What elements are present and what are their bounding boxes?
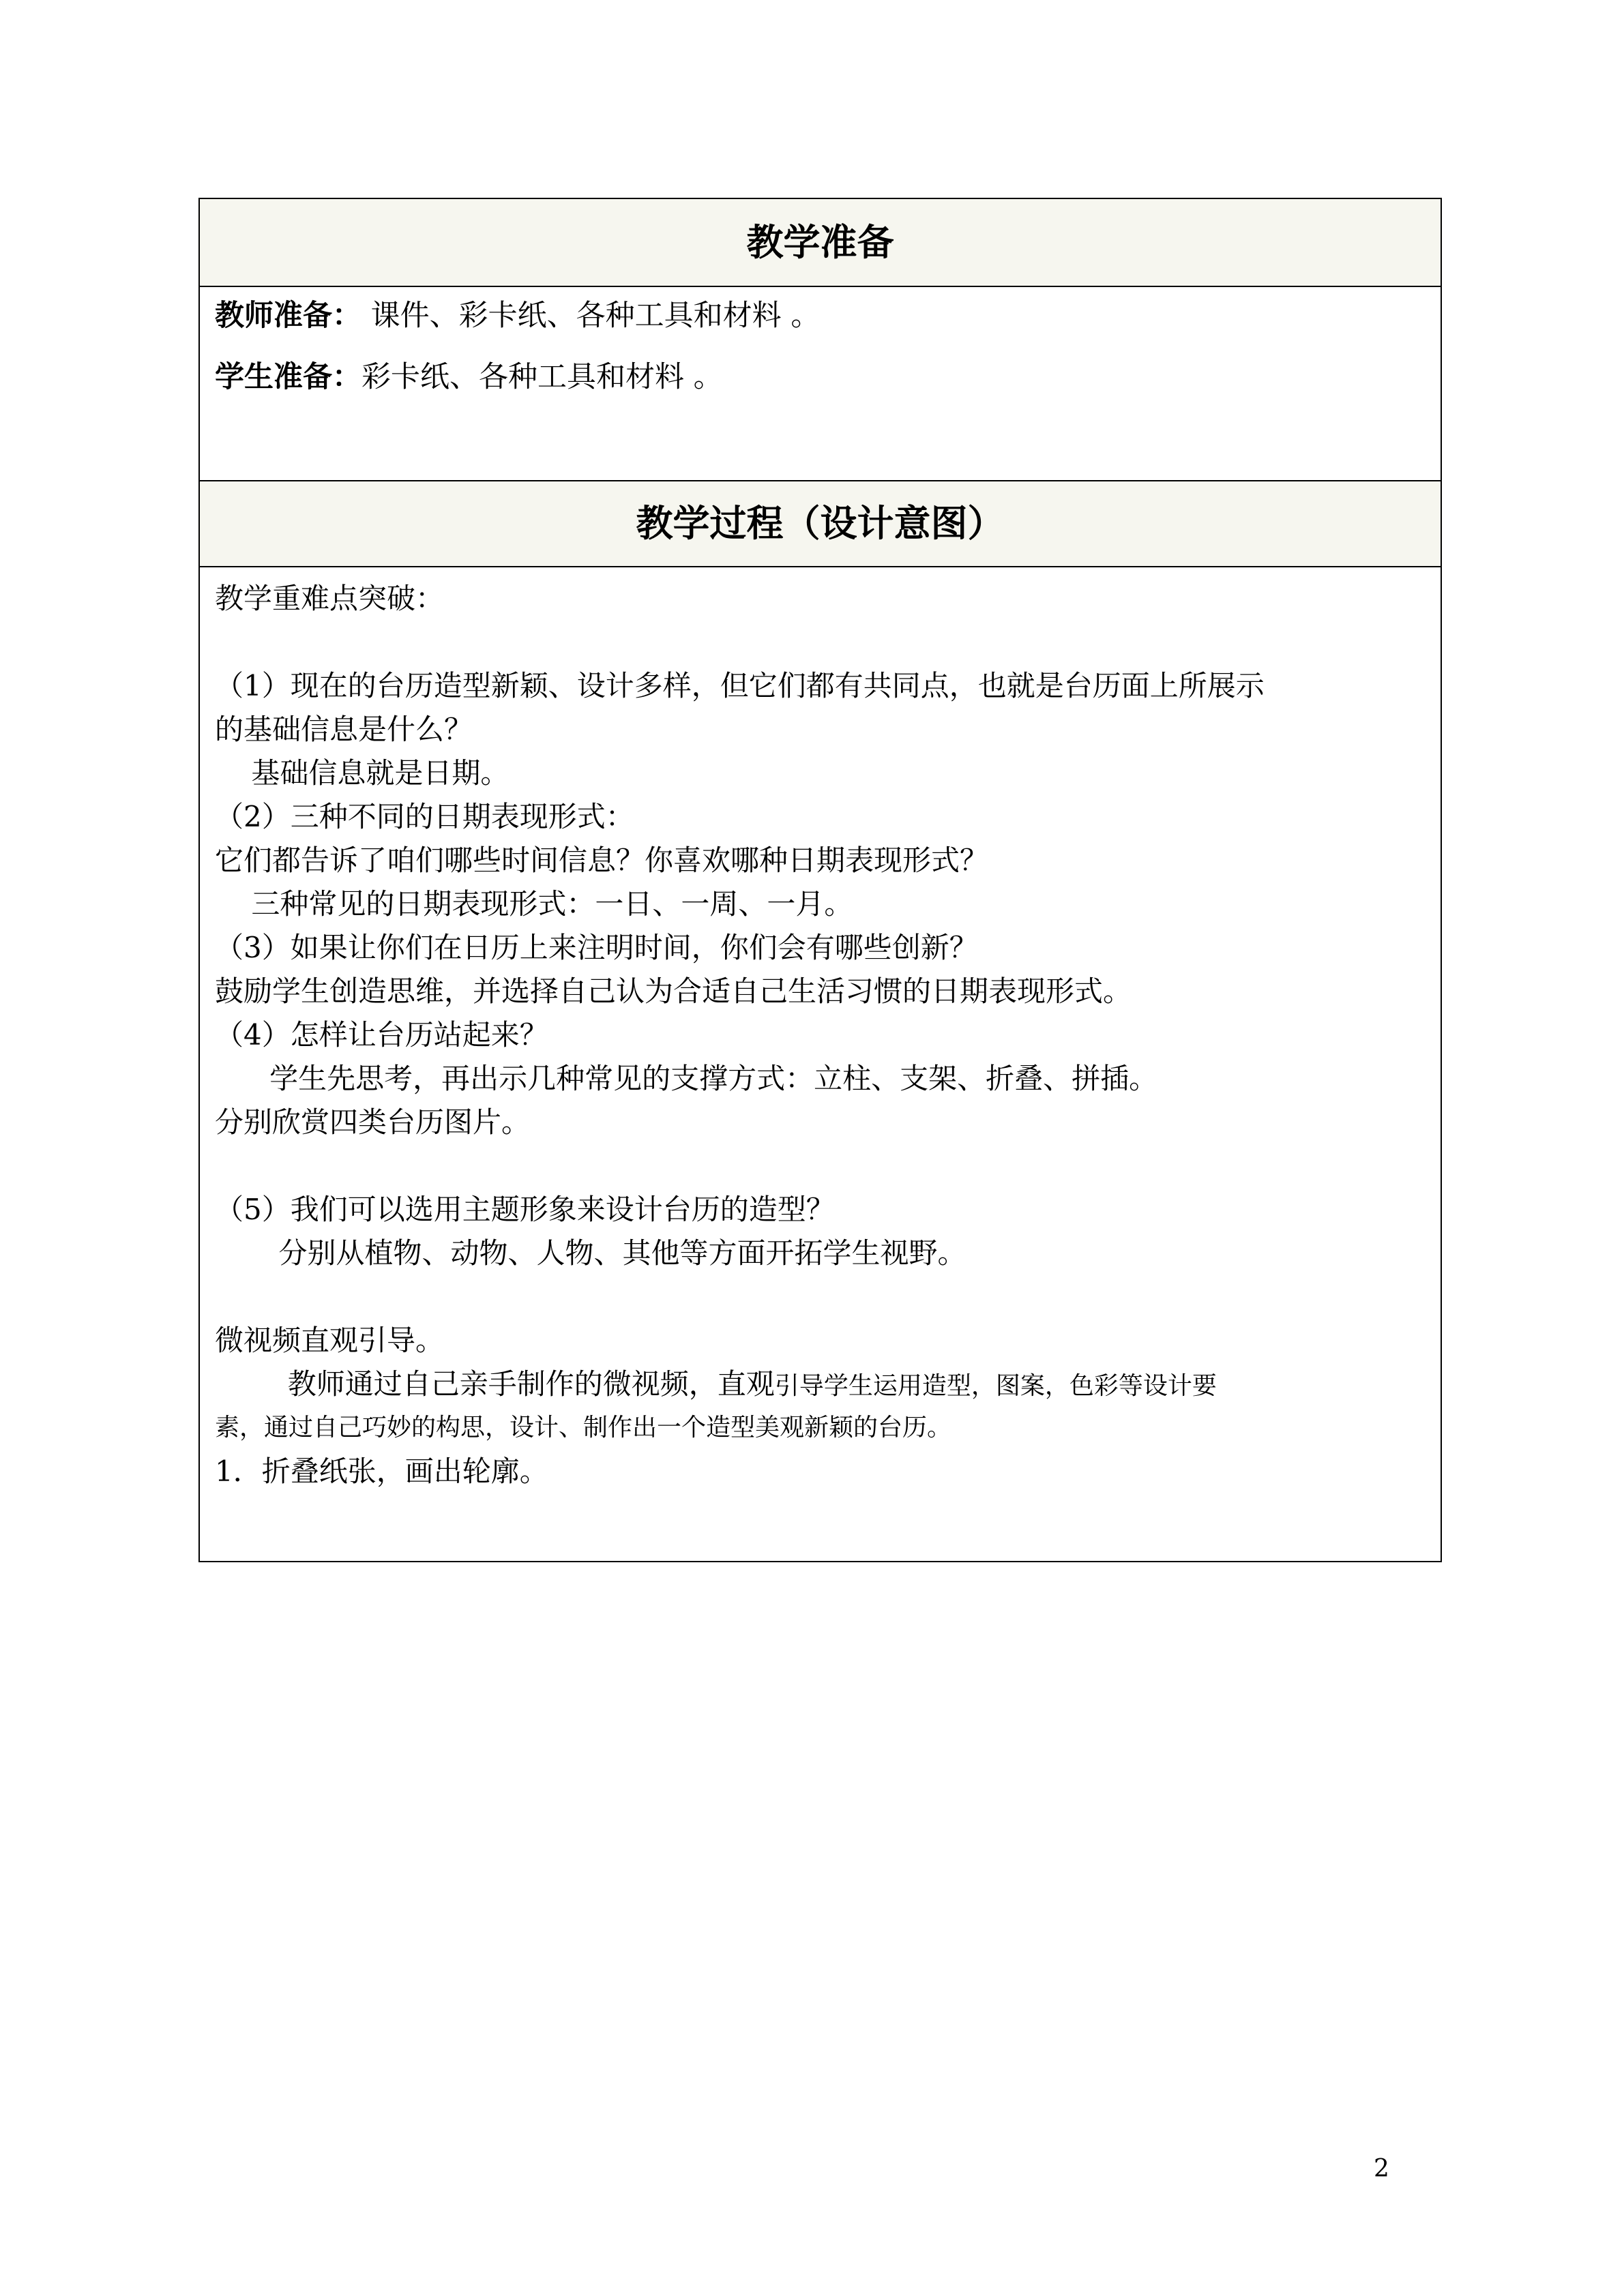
teacher-preparation-line xyxy=(215,295,1426,336)
page-number: 2 xyxy=(1374,2155,1389,2183)
process-line-part-small: 引导学生运用造型，图案，色彩等设计要 xyxy=(774,1372,1217,1400)
process-line: 分别欣赏四类台历图片。 xyxy=(215,1105,531,1139)
process-line: （1）现在的台历造型新颖、设计多样，但它们都有共同点，也就是台历面上所展示 xyxy=(215,669,1265,702)
section-title-process: 教学过程（设计意图） xyxy=(200,481,1441,567)
process-line: 素，通过自己巧妙的构思，设计、制作出一个造型美观新颖的台历。 xyxy=(215,1414,952,1442)
teacher-preparation-text: 课件、彩卡纸、各种工具和材料 。 xyxy=(361,299,821,333)
lesson-table xyxy=(198,198,1442,1562)
process-line: 微视频直观引导。 xyxy=(215,1324,445,1357)
student-preparation-line xyxy=(215,357,1426,398)
process-line: 它们都告诉了咱们哪些时间信息？你喜欢哪种日期表现形式？ xyxy=(215,844,989,877)
process-line: （5）我们可以选用主题形象来设计台历的造型？ xyxy=(215,1193,835,1226)
process-body xyxy=(200,567,1441,1561)
student-preparation-text: 彩卡纸、各种工具和材料 。 xyxy=(361,360,723,394)
process-line: 三种常见的日期表现形式：一日、一周、一月。 xyxy=(215,887,853,921)
process-line-part: 教师通过自己亲手制作的微视频，直观 xyxy=(215,1367,775,1401)
section-title-preparation: 教学准备 xyxy=(200,199,1441,287)
process-line: 的基础信息是什么？ xyxy=(215,713,473,746)
process-line: 基础信息就是日期。 xyxy=(215,756,510,790)
student-preparation-label: 学生准备： xyxy=(215,360,361,394)
process-line: 1．折叠纸张，画出轮廓。 xyxy=(215,1455,548,1488)
preparation-body xyxy=(200,287,1441,481)
process-line: 鼓励学生创造思维，并选择自己认为合适自己生活习惯的日期表现形式。 xyxy=(215,974,1132,1008)
process-line: （3）如果让你们在日历上来注明时间，你们会有哪些创新？ xyxy=(215,931,978,964)
process-line-mixed xyxy=(215,1362,1426,1406)
teacher-preparation-label: 教师准备： xyxy=(215,299,361,333)
process-line: 教学重难点突破： xyxy=(215,582,445,615)
process-line: （4）怎样让台历站起来？ xyxy=(215,1018,548,1052)
process-line: 分别从植物、动物、人物、其他等方面开拓学生视野。 xyxy=(215,1236,966,1270)
process-line: （2）三种不同的日期表现形式： xyxy=(215,800,634,833)
process-line: 学生先思考，再出示几种常见的支撑方式：立柱、支架、折叠、拼插。 xyxy=(215,1062,1158,1095)
